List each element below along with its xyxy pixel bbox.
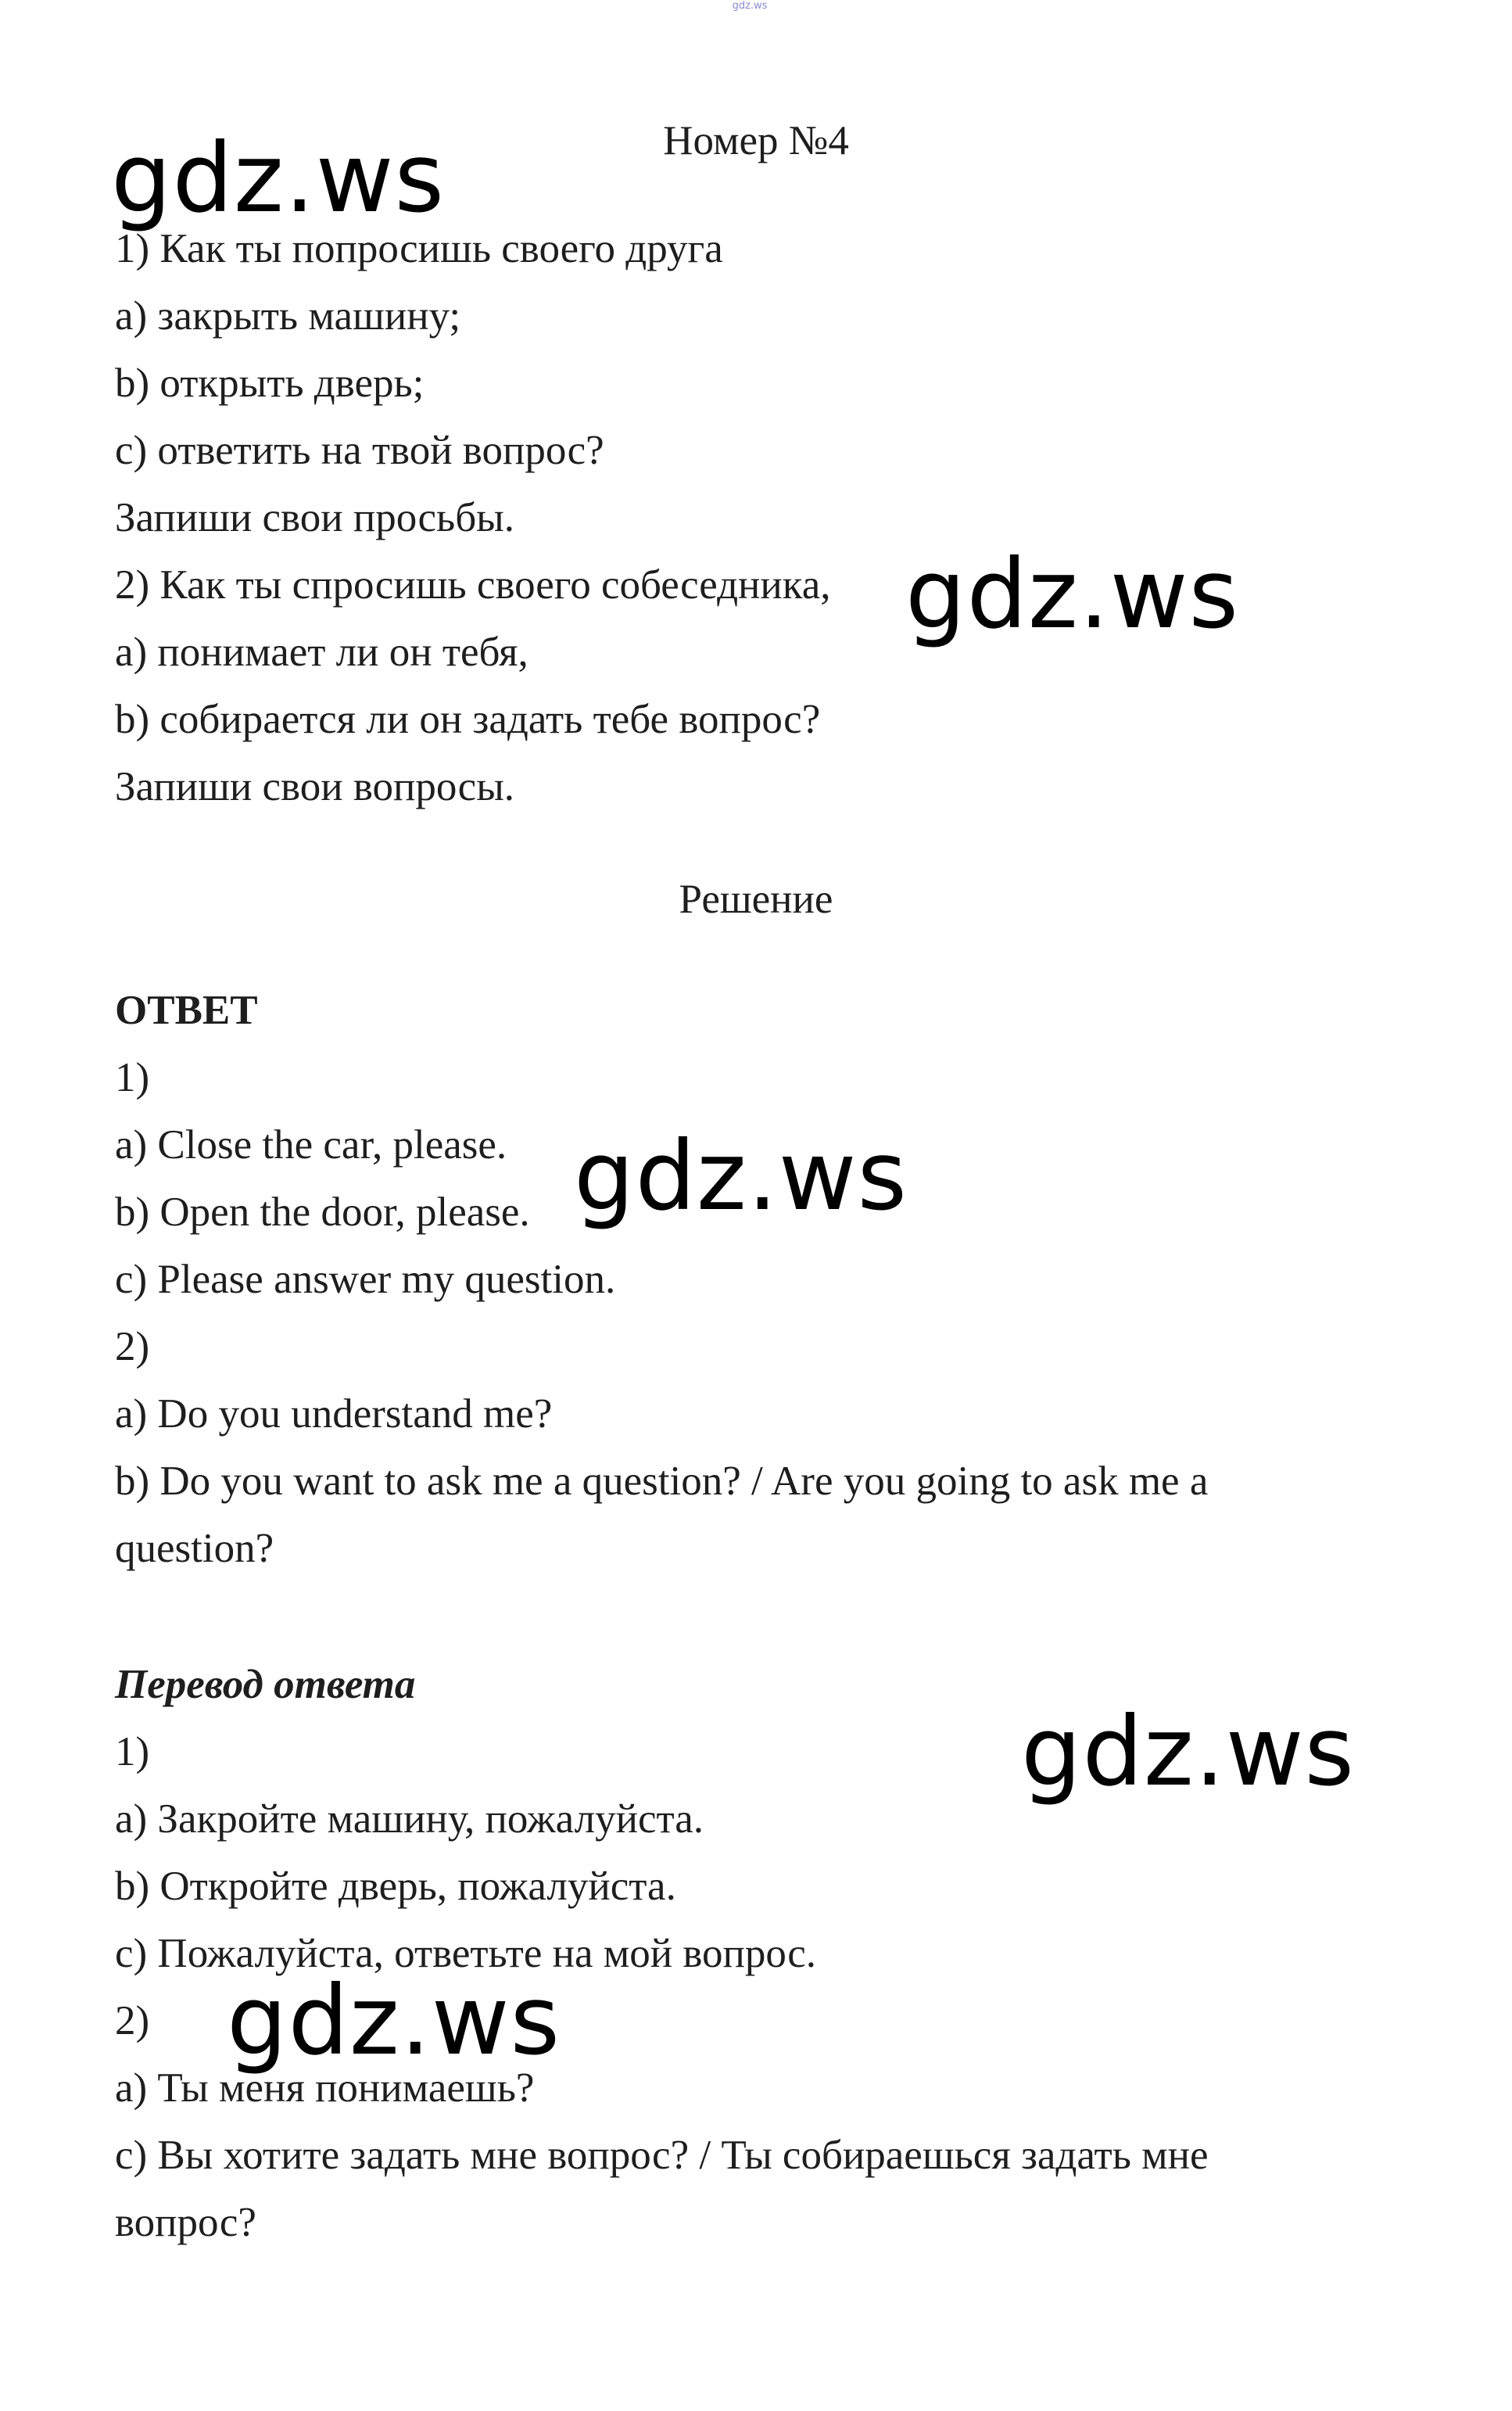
translation-line: b) Откройте дверь, пожалуйста. xyxy=(115,1864,676,1909)
watermark-logo: gdz.ws xyxy=(905,539,1240,650)
watermark-logo: gdz.ws xyxy=(111,123,446,234)
top-watermark-mark: gdz.ws xyxy=(732,0,768,12)
translation-line: 2) xyxy=(115,1998,150,2043)
translation-line: a) Закройте машину, пожалуйста. xyxy=(115,1796,704,1842)
task-line: Запиши свои просьбы. xyxy=(115,495,515,540)
translation-line: 1) xyxy=(115,1729,150,1774)
translation-line: a) Ты меня понимаешь? xyxy=(115,2065,535,2111)
answer-line: b) Open the door, please. xyxy=(115,1189,530,1235)
watermark-logo: gdz.ws xyxy=(574,1121,908,1232)
page-title: Номер №4 xyxy=(663,118,849,163)
task-line: a) закрыть машину; xyxy=(115,293,461,339)
answer-line: a) Do you understand me? xyxy=(115,1391,553,1437)
task-line: c) ответить на твой вопрос? xyxy=(115,428,604,473)
answer-line: 2) xyxy=(115,1324,150,1369)
watermark-logo: gdz.ws xyxy=(1021,1696,1356,1807)
task-line: 2) Как ты спросишь своего собеседника, xyxy=(115,562,831,608)
answer-heading: ОТВЕТ xyxy=(115,988,258,1033)
answer-line: c) Please answer my question. xyxy=(115,1257,616,1302)
answer-line: 1) xyxy=(115,1055,150,1100)
task-line: 1) Как ты попросишь своего друга xyxy=(115,226,723,271)
translation-heading: Перевод ответа xyxy=(115,1662,416,1707)
answer-line: a) Close the car, please. xyxy=(115,1122,507,1168)
answer-line: question? xyxy=(115,1526,274,1571)
translation-line: c) Пожалуйста, ответьте на мой вопрос. xyxy=(115,1931,817,1976)
translation-line: c) Вы хотите задать мне вопрос? / Ты собираешься задать мне xyxy=(115,2133,1209,2178)
task-line: Запиши свои вопросы. xyxy=(115,764,515,809)
task-line: a) понимает ли он тебя, xyxy=(115,630,528,675)
task-line: b) открыть дверь; xyxy=(115,361,425,406)
translation-line: вопрос? xyxy=(115,2200,256,2245)
solution-heading: Решение xyxy=(679,877,833,922)
task-line: b) собирается ли он задать тебе вопрос? xyxy=(115,697,821,742)
watermark-logo: gdz.ws xyxy=(227,1965,561,2076)
answer-line: b) Do you want to ask me a question? / Are you going to ask me a xyxy=(115,1458,1209,1504)
